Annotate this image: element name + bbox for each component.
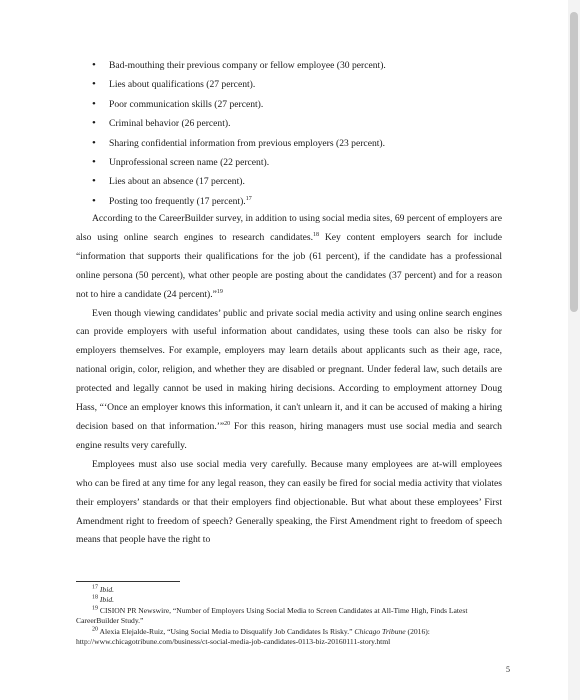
bullet-icon: • [92, 59, 96, 71]
list-item: • Posting too frequently (17 percent).$^{17}$ [92, 192, 532, 211]
footnote-divider [76, 581, 180, 582]
footnote-ref[interactable]: 18 [313, 231, 320, 238]
list-item: • Poor communication skills (27 percent). [92, 95, 532, 114]
bullet-icon: • [92, 117, 96, 130]
footnote-20-link[interactable]: (2016): http://www.chicagotribune.com/business/ct-social-media-job-candidates-0113-biz-20160111-story.html [76, 626, 430, 647]
bullet-icon: • [92, 78, 96, 91]
paragraph-employer-risk: Even though viewing candidates’ public and private social media activity and using online search engines can provide employers with useful information about candidates, using these tools can also be risky for employers themselves. For example, employers may learn details about applicants such as their age, race, national origin, color, religion, and whether they are disabled or pregnant. Under federal law, such details are protected and legally cannot be used in making hiring decisions. According to employment attorney Doug Hass, “‘Once an employer knows this information, it can't unlearn it, and it can be accused of making a hiring decision based on that information.’”$^{20}$ For this reason, hiring managers must use social media and search engine results very carefully. [76, 307, 502, 451]
footnote-18: $^{18}$ Ibid. [92, 594, 115, 605]
list-item: • Lies about qualifications (27 percent). [92, 75, 532, 94]
scrollbar-track[interactable] [568, 0, 580, 700]
footnote-19: $^{19}$ CISION PR Newswire, “Number of Employers Using Social Media to Screen Candidates at All-Time High, Finds Latest CareerBuilder Study.” [76, 605, 468, 626]
paragraph-employee-speech: Employees must also use social media very carefully. Because many employees are at-will employees who can be fired at any time for any legal reason, they can easily be fired for social media activity that violates their employers’ standards or that their employers find objectionable. But what about these employees’ First Amendment right to freedom of speech? Generally speaking, the First Amendment right to freedom of speech means that people have the right to [76, 458, 502, 546]
footnote-17: $^{17}$ Ibid. [92, 584, 115, 594]
page-number: 5 [506, 665, 510, 674]
paragraph-survey-results: According to the CareerBuilder survey, in addition to using social media sites, 69 percent of employers are also using online search engines to research candidates.$^{18}$ Key content employers search for include “information that supports their qualifications for the job (61 percent), if the candidate has a professional online persona (50 percent), what other people are posting about the candidates (37 percent) and for a reason not to hire a candidate (24 percent).”$^{19}$ [76, 213, 502, 300]
scrollbar-thumb[interactable] [570, 12, 578, 312]
bullet-icon: • [92, 194, 96, 207]
footnote-ref[interactable]: 17 [245, 195, 252, 202]
footnote-ref[interactable]: 19 [216, 288, 223, 295]
list-item: • Criminal behavior (26 percent). [92, 114, 532, 133]
footnotes [76, 585, 506, 647]
footnote-20: $^{20}$ Alexia Elejalde-Ruiz, “Using Social Media to Disqualify Job Candidates Is Risky.” Chicago Tribune (2016): http://www.chicagotribune.com/business/ct-social-media-job-candidates-0113-biz-20160111-story.html [76, 626, 430, 647]
bullet-icon: • [92, 175, 96, 188]
list-item: • Lies about an absence (17 percent). [92, 172, 532, 191]
list-item: • Sharing confidential information from previous employers (23 percent). [92, 134, 532, 153]
body-text [76, 210, 502, 550]
list-item: • Unprofessional screen name (22 percent). [92, 153, 532, 172]
list-item: • Bad-mouthing their previous company or fellow employee (30 percent). [92, 56, 532, 75]
footnote-ref[interactable]: 20 [224, 420, 231, 427]
bullet-icon: • [92, 97, 96, 110]
bullet-icon: • [92, 155, 96, 168]
criteria-bullet-list [92, 56, 532, 211]
bullet-icon: • [92, 136, 96, 149]
